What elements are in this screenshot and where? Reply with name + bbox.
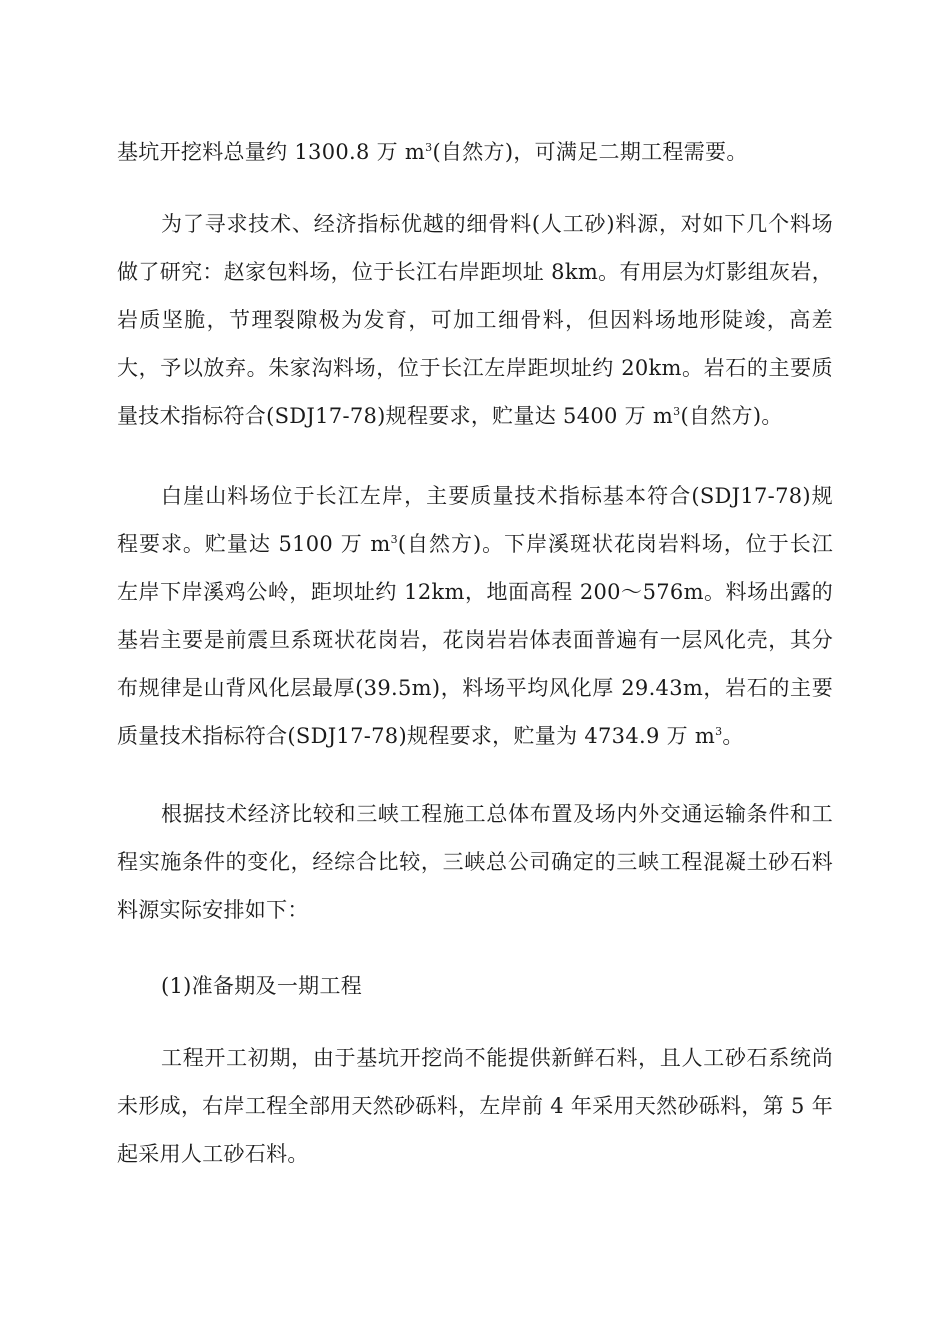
superscript-cubic: 3 [425,141,433,154]
paragraph-2-text-1: 为了寻求技术、经济指标优越的细骨料(人工砂)料源，对如下几个料场做了研究：赵家包料场，位于长江右岸距坝址 8km。有用层为灯影组灰岩，岩质坚脆，节理裂隙极为发育，可加工细骨料，但因料场地形陡竣，高差大，予以放弃。朱家沟料场，位于长江左岸距坝址约 20km。岩石的主要质量技术指标符合(SDJ17-78)规程要求，贮量达 5400 万 m [117,212,833,428]
paragraph-1-text-2: (自然方)，可满足二期工程需要。 [432,140,748,164]
paragraph-2 [117,200,833,440]
paragraph-4-text-1: 根据技术经济比较和三峡工程施工总体布置及场内外交通运输条件和工程实施条件的变化，经综合比较，三峡总公司确定的三峡工程混凝土砂石料料源实际安排如下： [117,802,833,922]
paragraph-3 [117,472,833,760]
paragraph-5-heading [117,962,833,1010]
paragraph-2-text-2: (自然方)。 [680,404,783,428]
paragraph-6-text-1: 工程开工初期，由于基坑开挖尚不能提供新鲜石料，且人工砂石系统尚未形成，右岸工程全部用天然砂砾料，左岸前 4 年采用天然砂砾料，第 5 年起采用人工砂石料。 [117,1046,833,1166]
paragraph-3-text-2: (自然方)。下岸溪斑状花岗岩料场，位于长江左岸下岸溪鸡公岭，距坝址约 12km，地面高程 200～576m。料场出露的基岩主要是前震旦系斑状花岗岩，花岗岩岩体表面普遍有一层风化壳，其分布规律是山背风化层最厚(39.5m)，料场平均风化厚 29.43m，岩石的主要质量技术指标符合(SDJ17-78)规程要求，贮量为 4734.9 万 m [117,532,834,748]
paragraph-5-text-1: (1)准备期及一期工程 [161,974,363,998]
superscript-cubic: 3 [673,405,681,418]
superscript-cubic: 3 [390,533,398,546]
paragraph-4 [117,790,833,934]
paragraph-6 [117,1034,833,1178]
paragraph-3-text-1: 白崖山料场位于长江左岸，主要质量技术指标基本符合(SDJ17-78)规程要求。贮量达 5100 万 m [117,484,833,556]
superscript-cubic: 3 [715,725,723,738]
paragraph-3-text-3: 。 [722,724,744,748]
paragraph-1-text-1: 基坑开挖料总量约 1300.8 万 m [117,140,426,164]
paragraph-1 [117,128,833,176]
